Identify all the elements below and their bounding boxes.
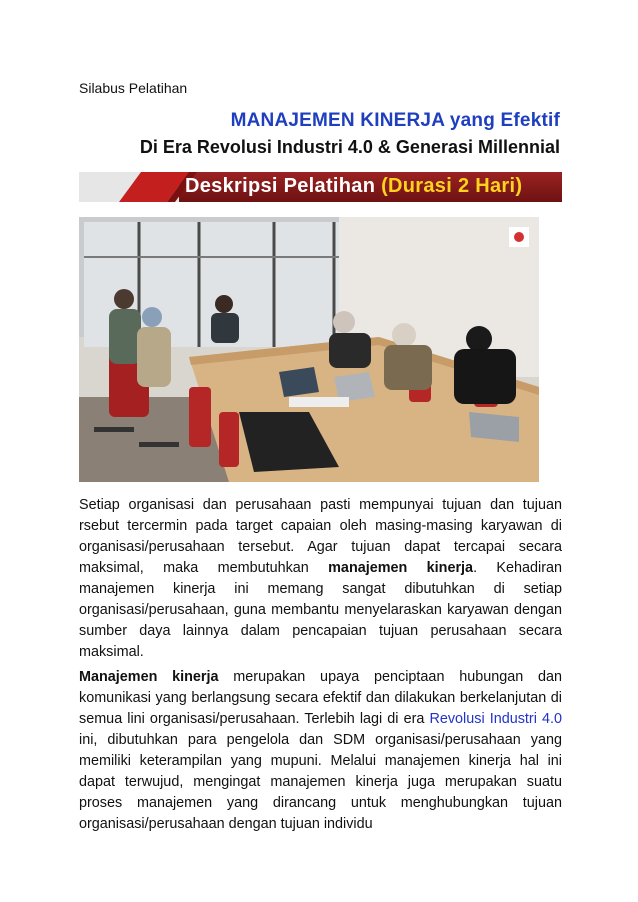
- paragraph-management: [79, 667, 562, 835]
- p2-text-2: ini, dibutuhkan para pengelola dan SDM organisasi/perusahaan yang memiliki keterampilan yang mupuni. Melalui manajemen kinerja hal ini dapat terwujud, mengingat manajemen kinerja juga merupakan suatu proses manajemen yang dirancang untuk menghubungkan tujuan organisasi/perusahaan dengan tujuan individu: [79, 732, 562, 832]
- p1-text-1: Setiap organisasi dan perusahaan pasti mempunyai tujuan dan tujuan rsebut tercermin pada target capaian oleh masing-masing karyawan di organisasi/perusahaan tersebut. Agar tujuan dapat tercapai secara maksimal, maka membutuhkan: [79, 497, 562, 576]
- p1-bold-term: manajemen kinerja: [328, 560, 474, 576]
- meeting-room-image: [79, 217, 539, 482]
- title-bold-part: MANAJEMEN KINERJA: [230, 110, 445, 131]
- section-banner: [79, 172, 562, 202]
- revolusi-industri-link[interactable]: Revolusi Industri 4.0: [429, 711, 562, 727]
- p2-text-1: merupakan upaya penciptaan hubungan dan komunikasi yang berlangsung secara efektif dan dilakukan berkelanjutan di semua lini organisasi/perusahaan. Terlebih lagi di era: [79, 669, 562, 727]
- document-header: Silabus Pelatihan: [79, 80, 188, 96]
- banner-title: [185, 175, 556, 198]
- banner-label: Deskripsi Pelatihan: [185, 175, 382, 197]
- page-subtitle: Di Era Revolusi Industri 4.0 & Generasi Millennial: [139, 137, 560, 157]
- p2-bold-term: Manajemen kinerja: [79, 669, 219, 685]
- p1-text-2: . Kehadiran manajemen kinerja ini memang sangat dibutuhkan di setiap organisasi/perusahaan, guna membantu menyelaraskan karyawan dengan sumber daya lainnya dalam pencapaian tujuan perusahaan secara maksimal.: [79, 560, 562, 660]
- title-rest-part: yang Efektif: [444, 110, 560, 131]
- page-title: [0, 110, 560, 132]
- banner-duration: (Durasi 2 Hari): [381, 175, 523, 197]
- training-photo: [79, 217, 539, 482]
- paragraph-description: [79, 495, 562, 663]
